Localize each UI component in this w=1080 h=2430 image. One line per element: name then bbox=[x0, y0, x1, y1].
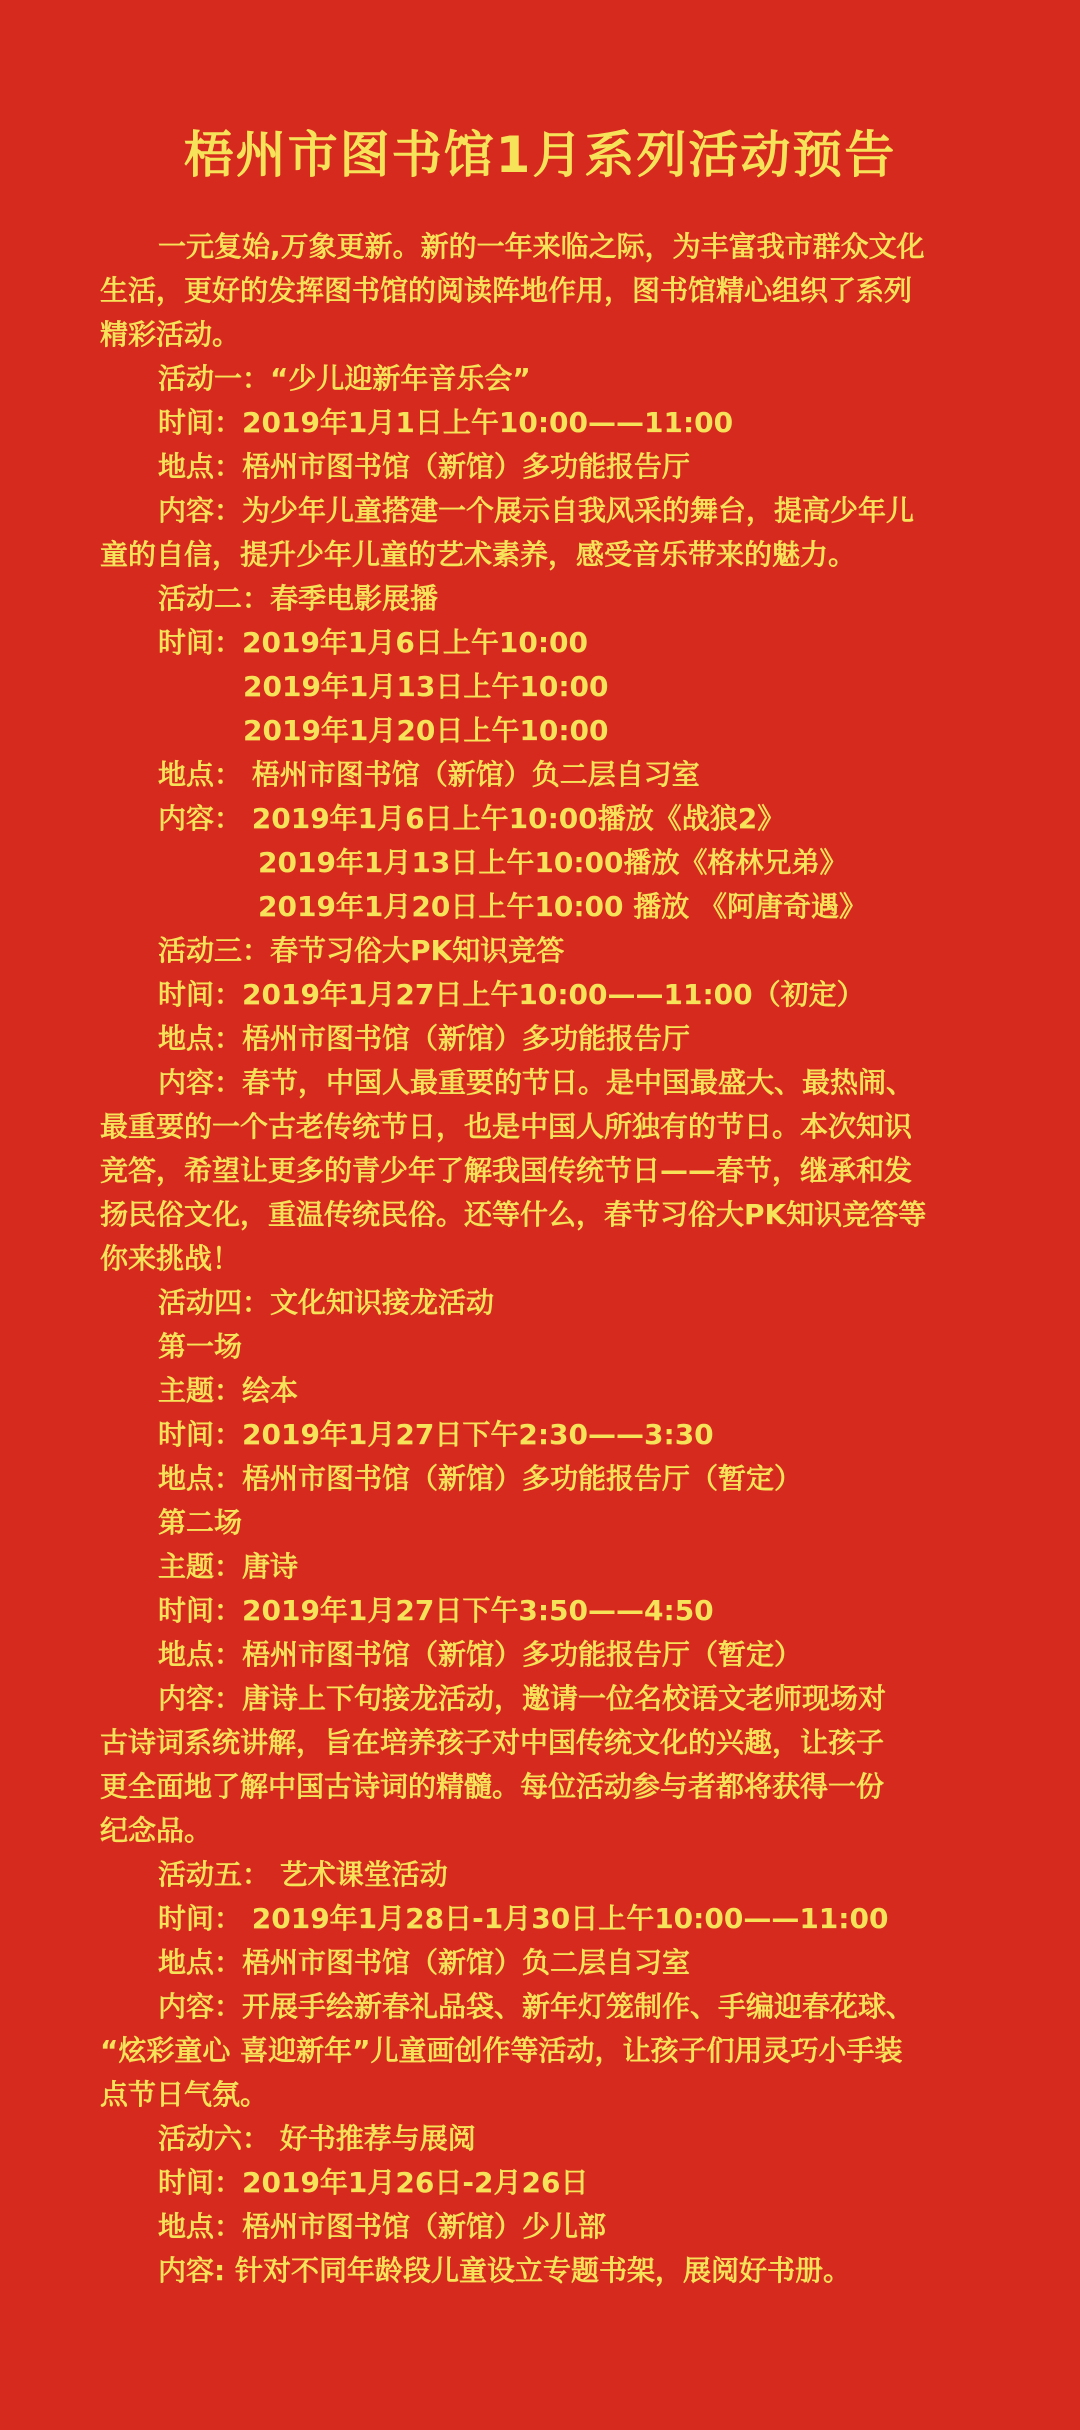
intro-line-2: 生活，更好的发挥图书馆的阅读阵地作用，图书馆精心组织了系列 bbox=[100, 274, 913, 307]
activity-5-heading: 活动五： 艺术课堂活动 bbox=[158, 1858, 448, 1891]
activity-6-heading: 活动六： 好书推荐与展阅 bbox=[158, 2122, 476, 2155]
activity-2-place: 地点： 梧州市图书馆（新馆）负二层自习室 bbox=[158, 758, 700, 791]
activity-5-content-line-3: 点节日气氛。 bbox=[100, 2078, 269, 2111]
activity-2-heading: 活动二：春季电影展播 bbox=[158, 582, 439, 615]
activity-5-time: 时间： 2019年1月28日-1月30日上午10:00——11:00 bbox=[158, 1902, 889, 1935]
activity-4-session-2-label: 第二场 bbox=[158, 1506, 243, 1539]
activity-3-place: 地点：梧州市图书馆（新馆）多功能报告厅 bbox=[158, 1022, 691, 1055]
activity-3-content-line-4: 扬民俗文化，重温传统民俗。还等什么，春节习俗大PK知识竞答等 bbox=[100, 1198, 927, 1231]
activity-5-content-line-1: 内容：开展手绘新春礼品袋、新年灯笼制作、手编迎春花球、 bbox=[158, 1990, 915, 2023]
activity-3-heading: 活动三：春节习俗大PK知识竞答 bbox=[158, 934, 565, 967]
activity-4-content-line-1: 内容：唐诗上下句接龙活动，邀请一位名校语文老师现场对 bbox=[158, 1682, 887, 1715]
activity-1-heading: 活动一：“少儿迎新年音乐会” bbox=[158, 362, 531, 395]
activity-1-content-line-2: 童的自信，提升少年儿童的艺术素养，感受音乐带来的魅力。 bbox=[100, 538, 857, 571]
activity-1-place: 地点：梧州市图书馆（新馆）多功能报告厅 bbox=[158, 450, 691, 483]
activity-3-content-line-5: 你来挑战！ bbox=[100, 1242, 241, 1275]
activity-5-content-line-2: “炫彩童心 喜迎新年”儿童画创作等活动，让孩子们用灵巧小手装 bbox=[100, 2034, 903, 2067]
activity-4-session-1-time: 时间：2019年1月27日下午2:30——3:30 bbox=[158, 1418, 714, 1451]
intro-line-1: 一元复始,万象更新。新的一年来临之际，为丰富我市群众文化 bbox=[158, 230, 925, 263]
activity-2-content-2: 2019年1月13日上午10:00播放《格林兄弟》 bbox=[258, 846, 848, 879]
activity-2-time-2: 2019年1月13日上午10:00 bbox=[243, 670, 609, 703]
activity-4-session-2-place: 地点：梧州市图书馆（新馆）多功能报告厅（暂定） bbox=[158, 1638, 803, 1671]
activity-4-content-line-3: 更全面地了解中国古诗词的精髓。每位活动参与者都将获得一份 bbox=[100, 1770, 885, 1803]
activity-3-content-line-3: 竞答，希望让更多的青少年了解我国传统节日——春节，继承和发 bbox=[100, 1154, 913, 1187]
activity-4-session-2-theme: 主题：唐诗 bbox=[158, 1550, 299, 1583]
activity-2-content-3: 2019年1月20日上午10:00 播放 《阿唐奇遇》 bbox=[258, 890, 868, 923]
activity-5-place: 地点：梧州市图书馆（新馆）负二层自习室 bbox=[158, 1946, 691, 1979]
activity-6-content: 内容: 针对不同年龄段儿童设立专题书架，展阅好书册。 bbox=[158, 2254, 851, 2287]
activity-4-content-line-4: 纪念品。 bbox=[100, 1814, 213, 1847]
activity-2-time-3: 2019年1月20日上午10:00 bbox=[243, 714, 609, 747]
activity-2-content-1: 内容： 2019年1月6日上午10:00播放《战狼2》 bbox=[158, 802, 786, 835]
activity-4-session-1-label: 第一场 bbox=[158, 1330, 243, 1363]
activity-2-time-1: 时间：2019年1月6日上午10:00 bbox=[158, 626, 589, 659]
activity-4-content-line-2: 古诗词系统讲解，旨在培养孩子对中国传统文化的兴趣，让孩子 bbox=[100, 1726, 885, 1759]
activity-1-content-line-1: 内容：为少年儿童搭建一个展示自我风采的舞台，提高少年儿 bbox=[158, 494, 915, 527]
activity-3-time: 时间：2019年1月27日上午10:00——11:00（初定） bbox=[158, 978, 865, 1011]
activity-4-heading: 活动四：文化知识接龙活动 bbox=[158, 1286, 495, 1319]
activity-4-session-2-time: 时间：2019年1月27日下午3:50——4:50 bbox=[158, 1594, 714, 1627]
activity-6-time: 时间：2019年1月26日-2月26日 bbox=[158, 2166, 589, 2199]
activity-4-session-1-theme: 主题：绘本 bbox=[158, 1374, 299, 1407]
poster-title: 梧州市图书馆1月系列活动预告 bbox=[183, 126, 897, 184]
activity-6-place: 地点：梧州市图书馆（新馆）少儿部 bbox=[158, 2210, 607, 2243]
intro-line-3: 精彩活动。 bbox=[100, 318, 241, 351]
activity-3-content-line-1: 内容：春节，中国人最重要的节日。是中国最盛大、最热闹、 bbox=[158, 1066, 915, 1099]
activity-3-content-line-2: 最重要的一个古老传统节日，也是中国人所独有的节日。本次知识 bbox=[100, 1110, 913, 1143]
activity-1-time: 时间：2019年1月1日上午10:00——11:00 bbox=[158, 406, 734, 439]
activity-4-session-1-place: 地点：梧州市图书馆（新馆）多功能报告厅（暂定） bbox=[158, 1462, 803, 1495]
